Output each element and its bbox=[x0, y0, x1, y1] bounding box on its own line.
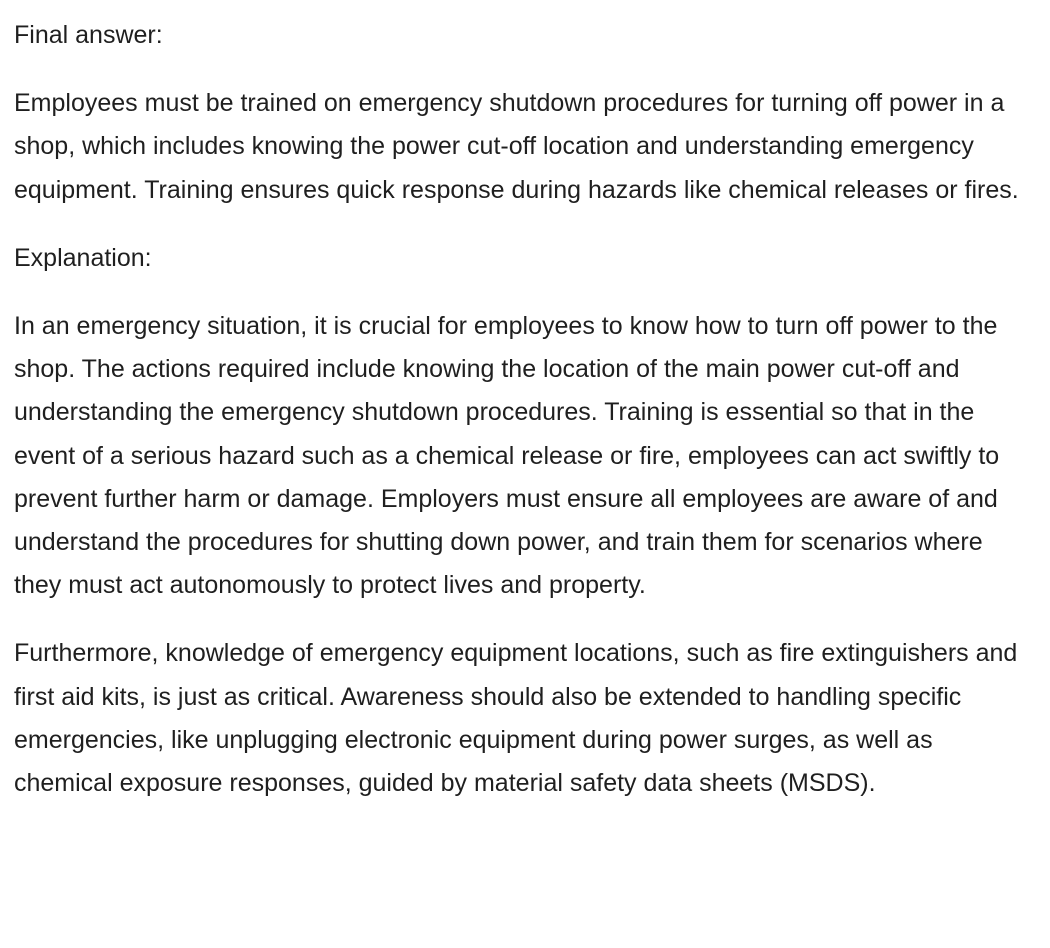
explanation-label: Explanation: bbox=[14, 243, 152, 272]
explanation-paragraph-2: Furthermore, knowledge of emergency equipment locations, such as fire extinguishers and first aid kits, is just as critical. Awareness should also be extended to handling specific emergencies, like unplugging electronic equipment during power surges, as well as chemical exposure responses, guided by material safety data sheets (MSDS). bbox=[14, 639, 1018, 798]
final-answer-text: Employees must be trained on emergency shutdown procedures for turning off power in a shop, which includes knowing the power cut-off location and understanding emergency equipment. Training ensures quick response during hazards like chemical releases or fires. bbox=[14, 89, 1019, 204]
document-body bbox=[14, 14, 1036, 805]
explanation-paragraph-1: In an emergency situation, it is crucial for employees to know how to turn off power to the shop. The actions required include knowing the location of the main power cut-off and understanding the emergency shutdown procedures. Training is essential so that in the event of a serious hazard such as a chemical release or fire, employees can act swiftly to prevent further harm or damage. Employers must ensure all employees are aware of and understand the procedures for shutting down power, and train them for scenarios where they must act autonomously to protect lives and property. bbox=[14, 312, 1000, 600]
final-answer-label: Final answer: bbox=[14, 21, 163, 49]
